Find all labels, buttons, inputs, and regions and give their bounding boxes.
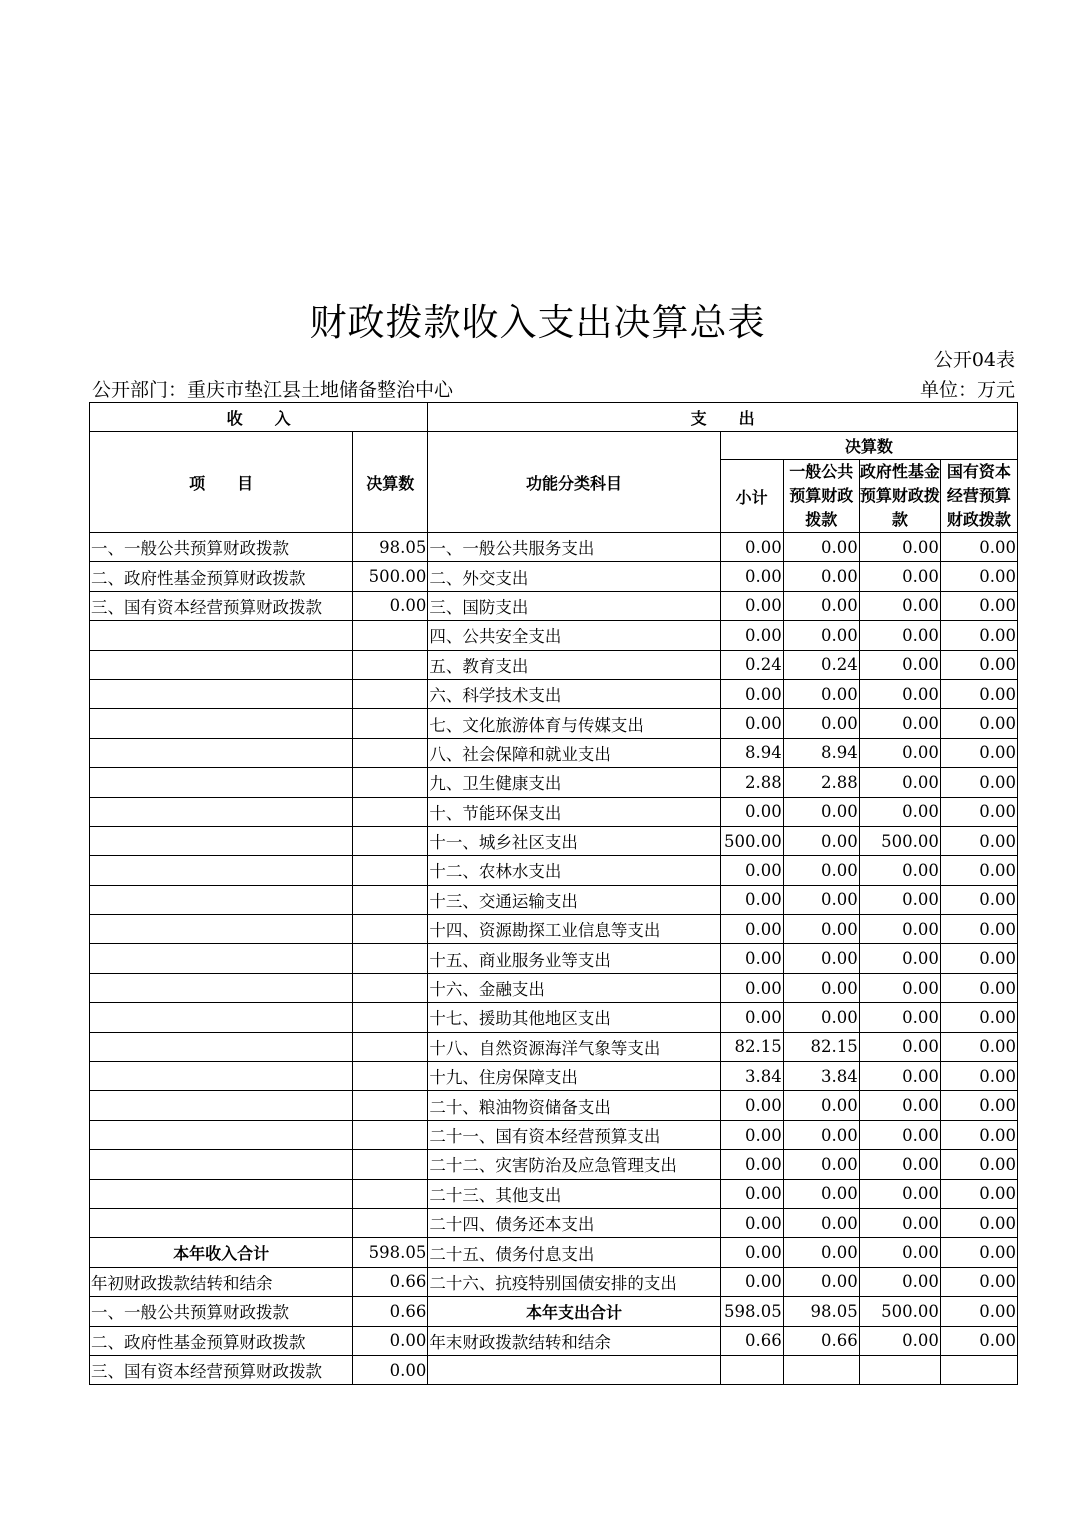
gov-fund-cell: 0.00 bbox=[859, 768, 940, 797]
income-item-cell bbox=[90, 1179, 353, 1208]
state-capital-cell: 0.00 bbox=[940, 679, 1017, 708]
state-capital-cell: 0.00 bbox=[940, 709, 1017, 738]
gov-fund-cell: 0.00 bbox=[859, 1091, 940, 1120]
expense-item-cell: 十六、金融支出 bbox=[428, 973, 720, 1002]
state-capital-cell: 0.00 bbox=[940, 1150, 1017, 1179]
department-label: 公开部门：重庆市垫江县土地储备整治中心 bbox=[92, 379, 454, 401]
subtotal-cell: 0.00 bbox=[720, 944, 783, 973]
expense-item-cell: 二十一、国有资本经营预算支出 bbox=[428, 1120, 720, 1149]
income-amount-cell bbox=[353, 1062, 428, 1091]
state-capital-cell: 0.00 bbox=[940, 1297, 1017, 1326]
gov-fund-cell: 0.00 bbox=[859, 679, 940, 708]
table-row bbox=[90, 826, 1018, 855]
general-budget-cell: 0.00 bbox=[783, 1179, 859, 1208]
income-item-cell: 一、一般公共预算财政拨款 bbox=[90, 533, 353, 562]
unit-label: 单位：万元 bbox=[919, 379, 1015, 401]
income-item-cell bbox=[90, 679, 353, 708]
state-capital-cell: 0.00 bbox=[940, 562, 1017, 591]
subtotal-cell: 500.00 bbox=[720, 826, 783, 855]
table-row bbox=[90, 1062, 1018, 1091]
subtotal-cell: 0.00 bbox=[720, 885, 783, 914]
income-item-cell bbox=[90, 650, 353, 679]
general-budget-cell: 0.00 bbox=[783, 591, 859, 620]
table-row bbox=[90, 1297, 1018, 1326]
subtotal-cell: 0.00 bbox=[720, 533, 783, 562]
expense-item-cell: 四、公共安全支出 bbox=[428, 621, 720, 650]
expense-item-cell: 九、卫生健康支出 bbox=[428, 768, 720, 797]
table-row bbox=[90, 1238, 1018, 1267]
income-amount-cell bbox=[353, 621, 428, 650]
subtotal-cell: 0.00 bbox=[720, 915, 783, 944]
table-row bbox=[90, 591, 1018, 620]
gov-fund-cell: 0.00 bbox=[859, 1267, 940, 1296]
general-budget-cell: 0.00 bbox=[783, 621, 859, 650]
income-item-cell bbox=[90, 1062, 353, 1091]
subtotal-cell: 82.15 bbox=[720, 1032, 783, 1061]
income-amount-cell bbox=[353, 797, 428, 826]
table-row bbox=[90, 1091, 1018, 1120]
gov-fund-cell: 0.00 bbox=[859, 1179, 940, 1208]
table-row bbox=[90, 797, 1018, 826]
gov-fund-cell: 0.00 bbox=[859, 1003, 940, 1032]
gov-fund-cell: 0.00 bbox=[859, 1238, 940, 1267]
state-capital-cell: 0.00 bbox=[940, 1120, 1017, 1149]
income-amount-cell: 0.00 bbox=[353, 591, 428, 620]
subtotal-cell: 0.00 bbox=[720, 709, 783, 738]
table-row bbox=[90, 1003, 1018, 1032]
subtotal-cell: 0.00 bbox=[720, 591, 783, 620]
state-capital-cell: 0.00 bbox=[940, 856, 1017, 885]
gov-fund-header: 政府性基金预算财政拨款 bbox=[859, 460, 940, 533]
general-budget-cell: 0.00 bbox=[783, 562, 859, 591]
general-budget-cell: 0.00 bbox=[783, 944, 859, 973]
general-budget-cell: 0.00 bbox=[783, 856, 859, 885]
income-amount-cell bbox=[353, 738, 428, 767]
table-row bbox=[90, 885, 1018, 914]
table-row bbox=[90, 1032, 1018, 1061]
income-amount-cell bbox=[353, 1179, 428, 1208]
income-amount-cell bbox=[353, 1208, 428, 1237]
income-amount-cell: 0.66 bbox=[353, 1297, 428, 1326]
gov-fund-cell: 0.00 bbox=[859, 1208, 940, 1237]
income-amount-cell bbox=[353, 944, 428, 973]
income-item-cell bbox=[90, 1208, 353, 1237]
state-capital-cell: 0.00 bbox=[940, 533, 1017, 562]
gov-fund-cell: 0.00 bbox=[859, 885, 940, 914]
expense-item-cell: 六、科学技术支出 bbox=[428, 679, 720, 708]
table-row bbox=[90, 1355, 1018, 1384]
expense-item-cell: 十四、资源勘探工业信息等支出 bbox=[428, 915, 720, 944]
gov-fund-cell: 0.00 bbox=[859, 856, 940, 885]
table-row bbox=[90, 562, 1018, 591]
subtotal-cell: 2.88 bbox=[720, 768, 783, 797]
gov-fund-cell: 0.00 bbox=[859, 650, 940, 679]
table-row bbox=[90, 738, 1018, 767]
expense-item-cell: 本年支出合计 bbox=[428, 1297, 720, 1326]
general-budget-cell: 0.00 bbox=[783, 679, 859, 708]
subtotal-cell: 0.00 bbox=[720, 679, 783, 708]
subtotal-cell: 0.00 bbox=[720, 1238, 783, 1267]
table-row bbox=[90, 679, 1018, 708]
expense-item-cell: 十八、自然资源海洋气象等支出 bbox=[428, 1032, 720, 1061]
subtotal-cell: 0.00 bbox=[720, 797, 783, 826]
expense-item-cell: 二十三、其他支出 bbox=[428, 1179, 720, 1208]
state-capital-cell: 0.00 bbox=[940, 738, 1017, 767]
income-item-cell bbox=[90, 944, 353, 973]
general-budget-cell: 0.00 bbox=[783, 826, 859, 855]
state-capital-cell: 0.00 bbox=[940, 1032, 1017, 1061]
general-budget-cell: 0.24 bbox=[783, 650, 859, 679]
gov-fund-cell: 0.00 bbox=[859, 1062, 940, 1091]
general-budget-cell: 0.00 bbox=[783, 1208, 859, 1237]
state-capital-cell: 0.00 bbox=[940, 797, 1017, 826]
subtotal-cell: 3.84 bbox=[720, 1062, 783, 1091]
income-item-cell bbox=[90, 856, 353, 885]
table-row bbox=[90, 1267, 1018, 1296]
gov-fund-cell: 0.00 bbox=[859, 562, 940, 591]
gov-fund-cell: 0.00 bbox=[859, 1120, 940, 1149]
income-amount-cell bbox=[353, 1091, 428, 1120]
general-budget-cell: 0.00 bbox=[783, 1003, 859, 1032]
expense-item-cell: 十二、农林水支出 bbox=[428, 856, 720, 885]
income-amount-cell: 0.66 bbox=[353, 1267, 428, 1296]
expense-header: 支 出 bbox=[428, 403, 1018, 432]
state-capital-cell: 0.00 bbox=[940, 768, 1017, 797]
expense-item-cell: 十、节能环保支出 bbox=[428, 797, 720, 826]
general-budget-cell: 0.00 bbox=[783, 1150, 859, 1179]
income-item-cell bbox=[90, 1091, 353, 1120]
expense-item-cell: 二十四、债务还本支出 bbox=[428, 1208, 720, 1237]
general-budget-cell: 0.00 bbox=[783, 1267, 859, 1296]
subtotal-cell: 0.24 bbox=[720, 650, 783, 679]
gov-fund-cell: 0.00 bbox=[859, 973, 940, 1002]
general-budget-cell: 0.00 bbox=[783, 1120, 859, 1149]
state-capital-cell: 0.00 bbox=[940, 1062, 1017, 1091]
general-budget-cell: 8.94 bbox=[783, 738, 859, 767]
gov-fund-cell: 0.00 bbox=[859, 1326, 940, 1355]
income-amount-cell bbox=[353, 1032, 428, 1061]
income-amount-cell: 0.00 bbox=[353, 1355, 428, 1384]
subtotal-cell: 0.00 bbox=[720, 1150, 783, 1179]
gov-fund-cell: 0.00 bbox=[859, 621, 940, 650]
income-item-cell bbox=[90, 973, 353, 1002]
income-item-cell: 年初财政拨款结转和结余 bbox=[90, 1267, 353, 1296]
general-budget-header: 一般公共预算财政拨款 bbox=[783, 460, 859, 533]
general-budget-cell: 3.84 bbox=[783, 1062, 859, 1091]
income-item-cell: 一、一般公共预算财政拨款 bbox=[90, 1297, 353, 1326]
table-row bbox=[90, 768, 1018, 797]
state-capital-cell bbox=[940, 1355, 1017, 1384]
income-amount-cell: 98.05 bbox=[353, 533, 428, 562]
gov-fund-cell: 0.00 bbox=[859, 944, 940, 973]
income-item-cell bbox=[90, 1032, 353, 1061]
general-budget-cell: 0.00 bbox=[783, 533, 859, 562]
item-header: 项 目 bbox=[90, 432, 353, 533]
gov-fund-cell bbox=[859, 1355, 940, 1384]
table-row bbox=[90, 915, 1018, 944]
income-amount-cell bbox=[353, 768, 428, 797]
state-capital-cell: 0.00 bbox=[940, 1326, 1017, 1355]
page-title: 财政拨款收入支出决算总表 bbox=[309, 301, 766, 344]
income-amount-cell: 0.00 bbox=[353, 1326, 428, 1355]
state-capital-cell: 0.00 bbox=[940, 591, 1017, 620]
state-capital-cell: 0.00 bbox=[940, 944, 1017, 973]
subtotal-cell: 0.66 bbox=[720, 1326, 783, 1355]
subtotal-cell: 0.00 bbox=[720, 621, 783, 650]
income-header: 收 入 bbox=[90, 403, 428, 432]
table-row bbox=[90, 1150, 1018, 1179]
income-item-cell bbox=[90, 768, 353, 797]
subtotal-cell: 0.00 bbox=[720, 1120, 783, 1149]
income-item-cell: 三、国有资本经营预算财政拨款 bbox=[90, 1355, 353, 1384]
expense-item-cell bbox=[428, 1355, 720, 1384]
expense-item-cell: 一、一般公共服务支出 bbox=[428, 533, 720, 562]
table-row bbox=[90, 856, 1018, 885]
income-item-cell bbox=[90, 797, 353, 826]
state-capital-cell: 0.00 bbox=[940, 1208, 1017, 1237]
state-capital-cell: 0.00 bbox=[940, 973, 1017, 1002]
income-item-cell bbox=[90, 1120, 353, 1149]
state-capital-cell: 0.00 bbox=[940, 826, 1017, 855]
general-budget-cell: 0.66 bbox=[783, 1326, 859, 1355]
gov-fund-cell: 0.00 bbox=[859, 1032, 940, 1061]
subtotal-cell: 598.05 bbox=[720, 1297, 783, 1326]
income-amount-cell bbox=[353, 915, 428, 944]
expense-item-cell: 三、国防支出 bbox=[428, 591, 720, 620]
income-amount-cell bbox=[353, 1003, 428, 1032]
state-capital-cell: 0.00 bbox=[940, 885, 1017, 914]
income-amount-cell bbox=[353, 650, 428, 679]
state-capital-cell: 0.00 bbox=[940, 1238, 1017, 1267]
income-amount-cell bbox=[353, 856, 428, 885]
income-amount-cell bbox=[353, 679, 428, 708]
income-item-cell: 二、政府性基金预算财政拨款 bbox=[90, 1326, 353, 1355]
gov-fund-cell: 500.00 bbox=[859, 826, 940, 855]
general-budget-cell: 0.00 bbox=[783, 973, 859, 1002]
expense-item-cell: 十五、商业服务业等支出 bbox=[428, 944, 720, 973]
state-capital-header: 国有资本经营预算财政拨款 bbox=[940, 460, 1017, 533]
state-capital-cell: 0.00 bbox=[940, 621, 1017, 650]
expense-item-cell: 二、外交支出 bbox=[428, 562, 720, 591]
state-capital-cell: 0.00 bbox=[940, 1267, 1017, 1296]
subtotal-cell: 0.00 bbox=[720, 1003, 783, 1032]
income-item-cell: 本年收入合计 bbox=[90, 1238, 353, 1267]
gov-fund-cell: 0.00 bbox=[859, 797, 940, 826]
general-budget-cell: 0.00 bbox=[783, 1091, 859, 1120]
income-item-cell bbox=[90, 1150, 353, 1179]
function-category-header: 功能分类科目 bbox=[428, 432, 720, 533]
gov-fund-cell: 0.00 bbox=[859, 738, 940, 767]
subtotal-cell: 0.00 bbox=[720, 1267, 783, 1296]
income-item-cell bbox=[90, 709, 353, 738]
expense-item-cell: 二十二、灾害防治及应急管理支出 bbox=[428, 1150, 720, 1179]
expense-item-cell: 二十六、抗疫特别国债安排的支出 bbox=[428, 1267, 720, 1296]
expense-item-cell: 七、文化旅游体育与传媒支出 bbox=[428, 709, 720, 738]
subtotal-cell: 0.00 bbox=[720, 1208, 783, 1237]
income-item-cell bbox=[90, 1003, 353, 1032]
income-item-cell bbox=[90, 826, 353, 855]
table-row bbox=[90, 650, 1018, 679]
expense-item-cell: 十九、住房保障支出 bbox=[428, 1062, 720, 1091]
income-amount-cell bbox=[353, 709, 428, 738]
general-budget-cell: 0.00 bbox=[783, 709, 859, 738]
state-capital-cell: 0.00 bbox=[940, 650, 1017, 679]
subtotal-cell: 0.00 bbox=[720, 562, 783, 591]
income-item-cell: 三、国有资本经营预算财政拨款 bbox=[90, 591, 353, 620]
income-item-cell bbox=[90, 885, 353, 914]
final-group-header: 决算数 bbox=[720, 432, 1017, 460]
table-row bbox=[90, 1179, 1018, 1208]
state-capital-cell: 0.00 bbox=[940, 1091, 1017, 1120]
expense-item-cell: 十七、援助其他地区支出 bbox=[428, 1003, 720, 1032]
gov-fund-cell: 0.00 bbox=[859, 533, 940, 562]
subtotal-cell: 8.94 bbox=[720, 738, 783, 767]
general-budget-cell: 98.05 bbox=[783, 1297, 859, 1326]
subtotal-cell bbox=[720, 1355, 783, 1384]
table-row bbox=[90, 1120, 1018, 1149]
general-budget-cell: 82.15 bbox=[783, 1032, 859, 1061]
subtotal-header: 小计 bbox=[720, 460, 783, 533]
subtotal-cell: 0.00 bbox=[720, 856, 783, 885]
subtotal-cell: 0.00 bbox=[720, 973, 783, 1002]
subtotal-cell: 0.00 bbox=[720, 1091, 783, 1120]
subtotal-cell: 0.00 bbox=[720, 1179, 783, 1208]
general-budget-cell: 0.00 bbox=[783, 797, 859, 826]
expense-item-cell: 二十五、债务付息支出 bbox=[428, 1238, 720, 1267]
income-amount-cell bbox=[353, 826, 428, 855]
table-row bbox=[90, 1208, 1018, 1237]
gov-fund-cell: 0.00 bbox=[859, 915, 940, 944]
table-row bbox=[90, 621, 1018, 650]
table-code: 公开04表 bbox=[933, 349, 1015, 371]
general-budget-cell: 0.00 bbox=[783, 1238, 859, 1267]
general-budget-cell bbox=[783, 1355, 859, 1384]
final-amount-header: 决算数 bbox=[353, 432, 428, 533]
income-item-cell: 二、政府性基金预算财政拨款 bbox=[90, 562, 353, 591]
gov-fund-cell: 0.00 bbox=[859, 591, 940, 620]
state-capital-cell: 0.00 bbox=[940, 1003, 1017, 1032]
expense-item-cell: 八、社会保障和就业支出 bbox=[428, 738, 720, 767]
income-amount-cell bbox=[353, 1120, 428, 1149]
state-capital-cell: 0.00 bbox=[940, 1179, 1017, 1208]
income-amount-cell bbox=[353, 885, 428, 914]
gov-fund-cell: 0.00 bbox=[859, 1150, 940, 1179]
table-row bbox=[90, 973, 1018, 1002]
expense-item-cell: 五、教育支出 bbox=[428, 650, 720, 679]
expense-item-cell: 十三、交通运输支出 bbox=[428, 885, 720, 914]
income-item-cell bbox=[90, 621, 353, 650]
expense-item-cell: 年末财政拨款结转和结余 bbox=[428, 1326, 720, 1355]
table-row bbox=[90, 533, 1018, 562]
income-item-cell bbox=[90, 915, 353, 944]
expense-item-cell: 二十、粮油物资储备支出 bbox=[428, 1091, 720, 1120]
state-capital-cell: 0.00 bbox=[940, 915, 1017, 944]
income-amount-cell bbox=[353, 1150, 428, 1179]
income-item-cell bbox=[90, 738, 353, 767]
general-budget-cell: 2.88 bbox=[783, 768, 859, 797]
general-budget-cell: 0.00 bbox=[783, 915, 859, 944]
general-budget-cell: 0.00 bbox=[783, 885, 859, 914]
gov-fund-cell: 500.00 bbox=[859, 1297, 940, 1326]
income-amount-cell: 598.05 bbox=[353, 1238, 428, 1267]
income-amount-cell: 500.00 bbox=[353, 562, 428, 591]
table-row bbox=[90, 709, 1018, 738]
budget-table bbox=[89, 402, 1018, 1385]
table-row bbox=[90, 1326, 1018, 1355]
gov-fund-cell: 0.00 bbox=[859, 709, 940, 738]
income-amount-cell bbox=[353, 973, 428, 1002]
table-row bbox=[90, 944, 1018, 973]
expense-item-cell: 十一、城乡社区支出 bbox=[428, 826, 720, 855]
